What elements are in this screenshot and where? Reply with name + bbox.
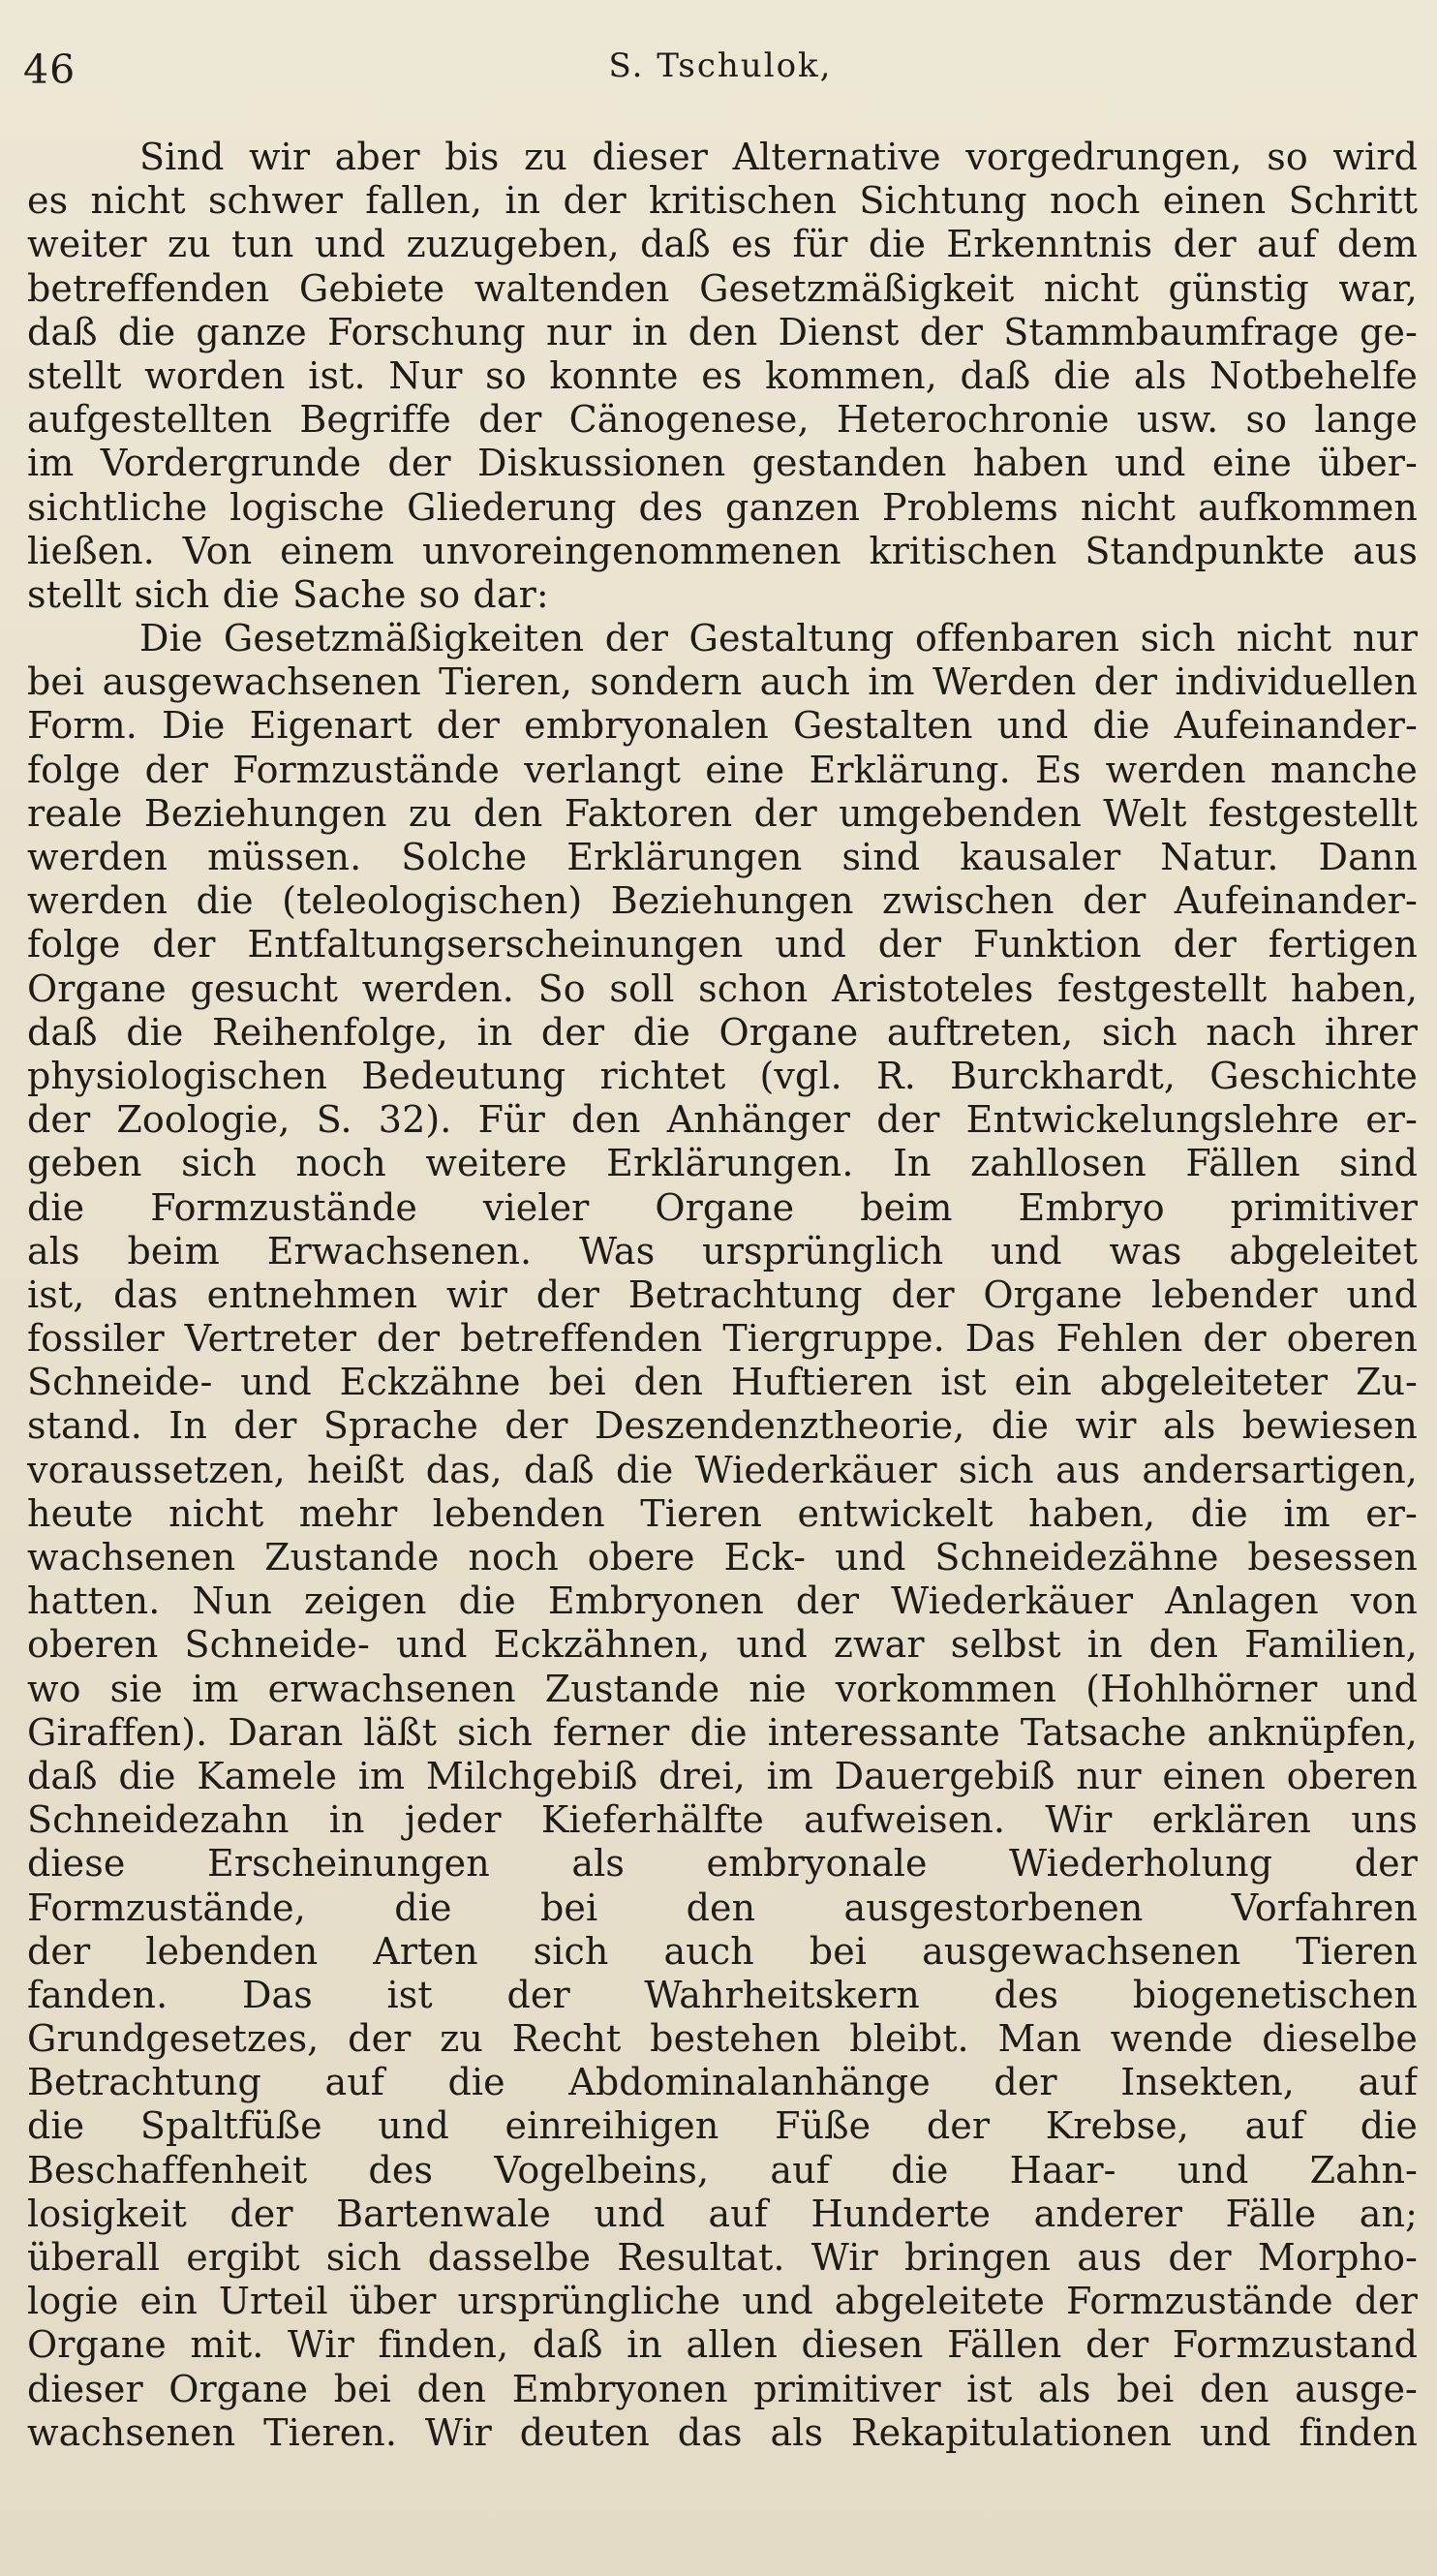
- text-line: stellt sich die Sache so dar:: [27, 572, 549, 616]
- text-line: fanden. Das ist der Wahrheitskern des biogenetischen: [27, 1973, 1418, 2016]
- text-line: geben sich noch weitere Erklärungen. In zahllosen Fällen sind: [27, 1142, 1418, 1185]
- text-line: Grundgesetzes, der zu Recht bestehen bleibt. Man wende dieselbe: [27, 2017, 1418, 2061]
- text-line: stellt worden ist. Nur so konnte es kommen, daß die als Notbehelfe: [27, 353, 1418, 397]
- text-line: der lebenden Arten sich auch bei ausgewachsenen Tieren: [27, 1929, 1418, 1973]
- text-line: überall ergibt sich dasselbe Resultat. Wir bringen aus der Morpho-: [27, 2236, 1418, 2279]
- text-line: daß die Reihenfolge, in der die Organe auftreten, sich nach ihrer: [27, 1010, 1418, 1054]
- text-line: weiter zu tun und zuzugeben, daß es für die Erkenntnis der auf dem: [27, 223, 1418, 266]
- text-line: Schneide- und Eckzähne bei den Huftieren ist ein abgeleiteter Zu-: [27, 1361, 1418, 1404]
- page-number: 46: [23, 46, 76, 93]
- text-line: fossiler Vertreter der betreffenden Tiergruppe. Das Fehlen der oberen: [27, 1317, 1418, 1361]
- text-line: logie ein Urteil über ursprüngliche und abgeleitete Formzustände der: [27, 2280, 1418, 2323]
- text-line: der Zoologie, S. 32). Für den Anhänger der Entwickelungslehre er-: [27, 1098, 1418, 1142]
- text-line: voraussetzen, heißt das, daß die Wiederkäuer sich aus andersartigen,: [27, 1448, 1418, 1491]
- text-line: Giraffen). Daran läßt sich ferner die interessante Tatsache anknüpfen,: [27, 1710, 1418, 1754]
- text-line: Formzustände, die bei den ausgestorbenen Vorfahren: [27, 1886, 1418, 1929]
- text-line: Organe mit. Wir finden, daß in allen diesen Fällen der Formzustand: [27, 2323, 1418, 2367]
- text-line: die Spaltfüße und einreihigen Füße der Krebse, auf die: [27, 2104, 1418, 2148]
- text-line: als beim Erwachsenen. Was ursprünglich und was abgeleitet: [27, 1229, 1418, 1273]
- text-line: dieser Organe bei den Embryonen primitiver ist als bei den ausge-: [27, 2367, 1418, 2410]
- text-line: wo sie im erwachsenen Zustande nie vorkommen (Hohlhörner und: [27, 1667, 1418, 1710]
- text-line: Schneidezahn in jeder Kieferhälfte aufweisen. Wir erklären uns: [27, 1798, 1418, 1842]
- text-line: ließen. Von einem unvoreingenommenen kritischen Standpunkte aus: [27, 529, 1418, 572]
- text-line: folge der Entfaltungserscheinungen und der Funktion der fertigen: [27, 923, 1418, 966]
- text-line: physiologischen Bedeutung richtet (vgl. R. Burckhardt, Geschichte: [27, 1054, 1418, 1097]
- text-line: hatten. Nun zeigen die Embryonen der Wiederkäuer Anlagen von: [27, 1579, 1418, 1623]
- text-line: es nicht schwer fallen, in der kritischen Sichtung noch einen Schritt: [27, 179, 1418, 223]
- page-header: [23, 46, 1418, 105]
- text-line: betreffenden Gebiete waltenden Gesetzmäßigkeit nicht günstig war,: [27, 266, 1418, 310]
- text-line: Organe gesucht werden. So soll schon Aristoteles festgestellt haben,: [27, 966, 1418, 1010]
- text-line: ist, das entnehmen wir der Betrachtung der Organe lebender und: [27, 1273, 1418, 1316]
- text-line: heute nicht mehr lebenden Tieren entwickelt haben, die im er-: [27, 1491, 1418, 1535]
- text-line: aufgestellten Begriffe der Cänogenese, Heterochronie usw. so lange: [27, 398, 1418, 442]
- text-line: wachsenen Zustande noch obere Eck- und Schneidezähne besessen: [27, 1536, 1418, 1579]
- text-line: Beschaffenheit des Vogelbeins, auf die Haar- und Zahn-: [27, 2148, 1418, 2192]
- text-line: folge der Formzustände verlangt eine Erklärung. Es werden manche: [27, 748, 1418, 791]
- text-line: im Vordergrunde der Diskussionen gestanden haben und eine über-: [27, 442, 1418, 485]
- text-line: reale Beziehungen zu den Faktoren der umgebenden Welt festgestellt: [27, 791, 1418, 835]
- text-line: Form. Die Eigenart der embryonalen Gestalten und die Aufeinander-: [27, 704, 1418, 748]
- text-line: die Formzustände vieler Organe beim Embryo primitiver: [27, 1185, 1418, 1229]
- text-line: bei ausgewachsenen Tieren, sondern auch im Werden der individuellen: [27, 660, 1418, 704]
- text-line: Die Gesetzmäßigkeiten der Gestaltung offenbaren sich nicht nur: [139, 617, 1418, 660]
- text-line: oberen Schneide- und Eckzähnen, und zwar selbst in den Familien,: [27, 1623, 1418, 1667]
- text-line: daß die ganze Forschung nur in den Dienst der Stammbaumfrage ge-: [27, 310, 1418, 353]
- body-text: [27, 136, 1418, 2455]
- text-line: losigkeit der Bartenwale und auf Hunderte anderer Fälle an;: [27, 2192, 1418, 2235]
- text-line: werden müssen. Solche Erklärungen sind kausaler Natur. Dann: [27, 836, 1418, 878]
- text-line: diese Erscheinungen als embryonale Wiederholung der: [27, 1842, 1418, 1886]
- text-line: sichtliche logische Gliederung des ganzen Problems nicht aufkommen: [27, 485, 1418, 529]
- text-line: stand. In der Sprache der Deszendenztheorie, die wir als bewiesen: [27, 1404, 1418, 1448]
- text-line: Sind wir aber bis zu dieser Alternative vorgedrungen, so wird: [139, 136, 1418, 178]
- text-line: wachsenen Tieren. Wir deuten das als Rekapitulationen und finden: [27, 2410, 1418, 2454]
- running-head: S. Tschulok,: [608, 46, 833, 85]
- text-line: daß die Kamele im Milchgebiß drei, im Dauergebiß nur einen oberen: [27, 1754, 1418, 1797]
- text-line: werden die (teleologischen) Beziehungen zwischen der Aufeinander-: [27, 879, 1418, 923]
- text-line: Betrachtung auf die Abdominalanhänge der Insekten, auf: [27, 2061, 1418, 2104]
